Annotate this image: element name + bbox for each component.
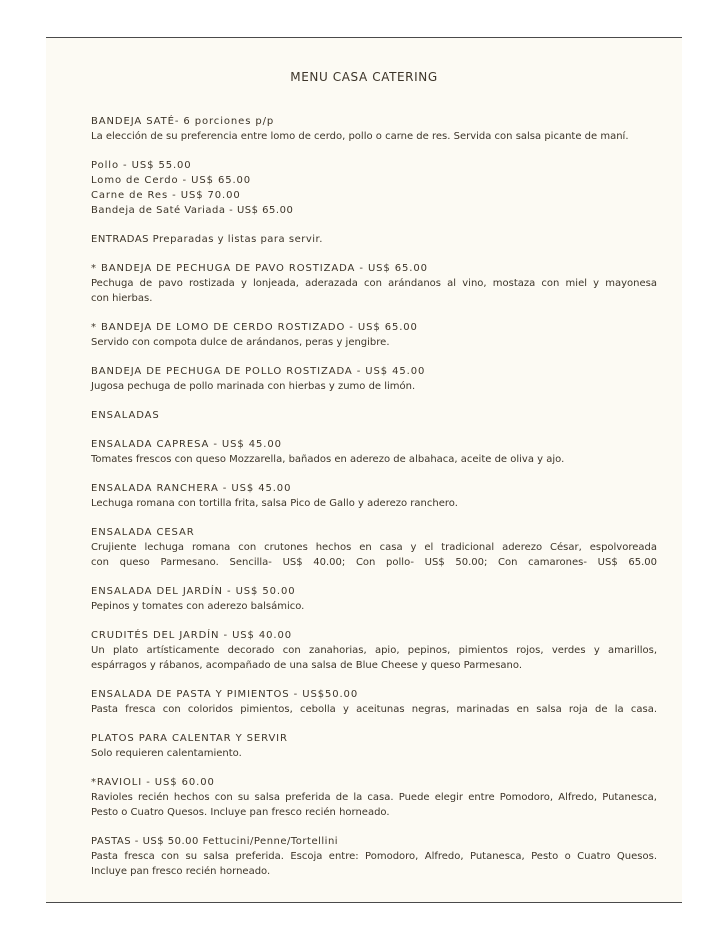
item-description: Jugosa pechuga de pollo marinada con hierbas y zumo de limón. [91, 381, 416, 392]
section-entradas [91, 232, 657, 247]
item-description: Servido con compota dulce de arándanos, peras y jengibre. [91, 337, 390, 348]
price-line: Lomo de Cerdo - US$ 65.00 [91, 175, 252, 186]
price-line: Bandeja de Saté Variada - US$ 65.00 [91, 205, 294, 216]
section-pechuga-pollo [91, 364, 657, 394]
item-description: Pesto o Cuatro Quesos. Incluye pan fresco recién horneado. [91, 807, 390, 818]
item-heading: * BANDEJA DE PECHUGA DE PAVO ROSTIZADA - US$ 65.00 [91, 263, 428, 274]
item-heading: ENSALADA CESAR [91, 527, 195, 538]
item-heading: CRUDITÉS DEL JARDÍN - US$ 40.00 [91, 630, 293, 641]
item-heading: ENSALADA CAPRESA - US$ 45.00 [91, 439, 282, 450]
section-ranchera [91, 481, 657, 511]
item-description: Ravioles recién hechos con su salsa preferida de la casa. Puede elegir entre Pomodoro, Alfredo, Putanesca, [91, 792, 657, 803]
section-ravioli [91, 775, 657, 820]
price-line: Carne de Res - US$ 70.00 [91, 190, 241, 201]
item-description: Pasta fresca con coloridos pimientos, cebolla y aceitunas negras, marinadas en salsa roja de la casa. [91, 704, 657, 715]
item-description: Pasta fresca con su salsa preferida. Escoja entre: Pomodoro, Alfredo, Putanesca, Pesto o Cuatro Quesos. [91, 851, 657, 862]
section-heading: BANDEJA SATÉ- 6 porciones p/p [91, 116, 275, 127]
category-heading: ENSALADAS [91, 410, 160, 421]
section-crudites [91, 628, 657, 673]
item-description: Incluye pan fresco recién horneado. [91, 866, 271, 877]
price-line: Pollo - US$ 55.00 [91, 160, 192, 171]
item-description: con hierbas. [91, 293, 153, 304]
section-description: La elección de su preferencia entre lomo de cerdo, pollo o carne de res. Servida con salsa picante de maní. [91, 131, 629, 142]
item-description: Tomates frescos con queso Mozzarella, bañados en aderezo de albahaca, aceite de oliva y ajo. [91, 454, 565, 465]
item-heading: ENSALADA DE PASTA Y PIMIENTOS - US$50.00 [91, 689, 359, 700]
category-description: Solo requieren calentamiento. [91, 748, 242, 759]
item-heading: *RAVIOLI - US$ 60.00 [91, 777, 215, 788]
section-cesar [91, 525, 657, 570]
page-title: MENU CASA CATERING [290, 70, 438, 84]
item-heading: PASTAS - US$ 50.00 Fettucini/Penne/Tortellini [91, 836, 339, 847]
item-description: espárragos y rábanos, acompañado de una salsa de Blue Cheese y queso Parmesano. [91, 660, 522, 671]
item-heading: ENSALADA RANCHERA - US$ 45.00 [91, 483, 292, 494]
section-bandeja-sate [91, 114, 657, 144]
item-description: Lechuga romana con tortilla frita, salsa Pico de Gallo y aderezo ranchero. [91, 498, 458, 509]
item-heading: BANDEJA DE PECHUGA DE POLLO ROSTIZADA - US$ 45.00 [91, 366, 426, 377]
category-heading: ENTRADAS Preparadas y listas para servir. [91, 234, 323, 245]
section-sate-prices [91, 158, 657, 218]
section-lomo-cerdo [91, 320, 657, 350]
menu-body [91, 114, 657, 893]
item-description: Crujiente lechuga romana con crutones hechos en casa y el tradicional aderezo César, espolvoreada [91, 542, 657, 553]
item-description: Pepinos y tomates con aderezo balsámico. [91, 601, 305, 612]
item-heading: * BANDEJA DE LOMO DE CERDO ROSTIZADO - US$ 65.00 [91, 322, 418, 333]
section-pastas [91, 834, 657, 879]
menu-page [46, 37, 682, 903]
category-heading: PLATOS PARA CALENTAR Y SERVIR [91, 733, 288, 744]
section-ensaladas [91, 408, 657, 423]
item-description: con queso Parmesano. Sencilla- US$ 40.00; Con pollo- US$ 50.00; Con camarones- US$ 65.00 [91, 557, 657, 568]
item-description: Un plato artísticamente decorado con zanahorias, apio, pepinos, pimientos rojos, verdes y amarillos, [91, 645, 657, 656]
item-description: Pechuga de pavo rostizada y lonjeada, aderazada con arándanos al vino, mostaza con miel y mayonesa [91, 278, 657, 289]
section-jardin [91, 584, 657, 614]
item-heading: ENSALADA DEL JARDÍN - US$ 50.00 [91, 586, 296, 597]
section-pasta-pimientos [91, 687, 657, 717]
section-pavo [91, 261, 657, 306]
section-caprese [91, 437, 657, 467]
section-platos-calentar [91, 731, 657, 761]
